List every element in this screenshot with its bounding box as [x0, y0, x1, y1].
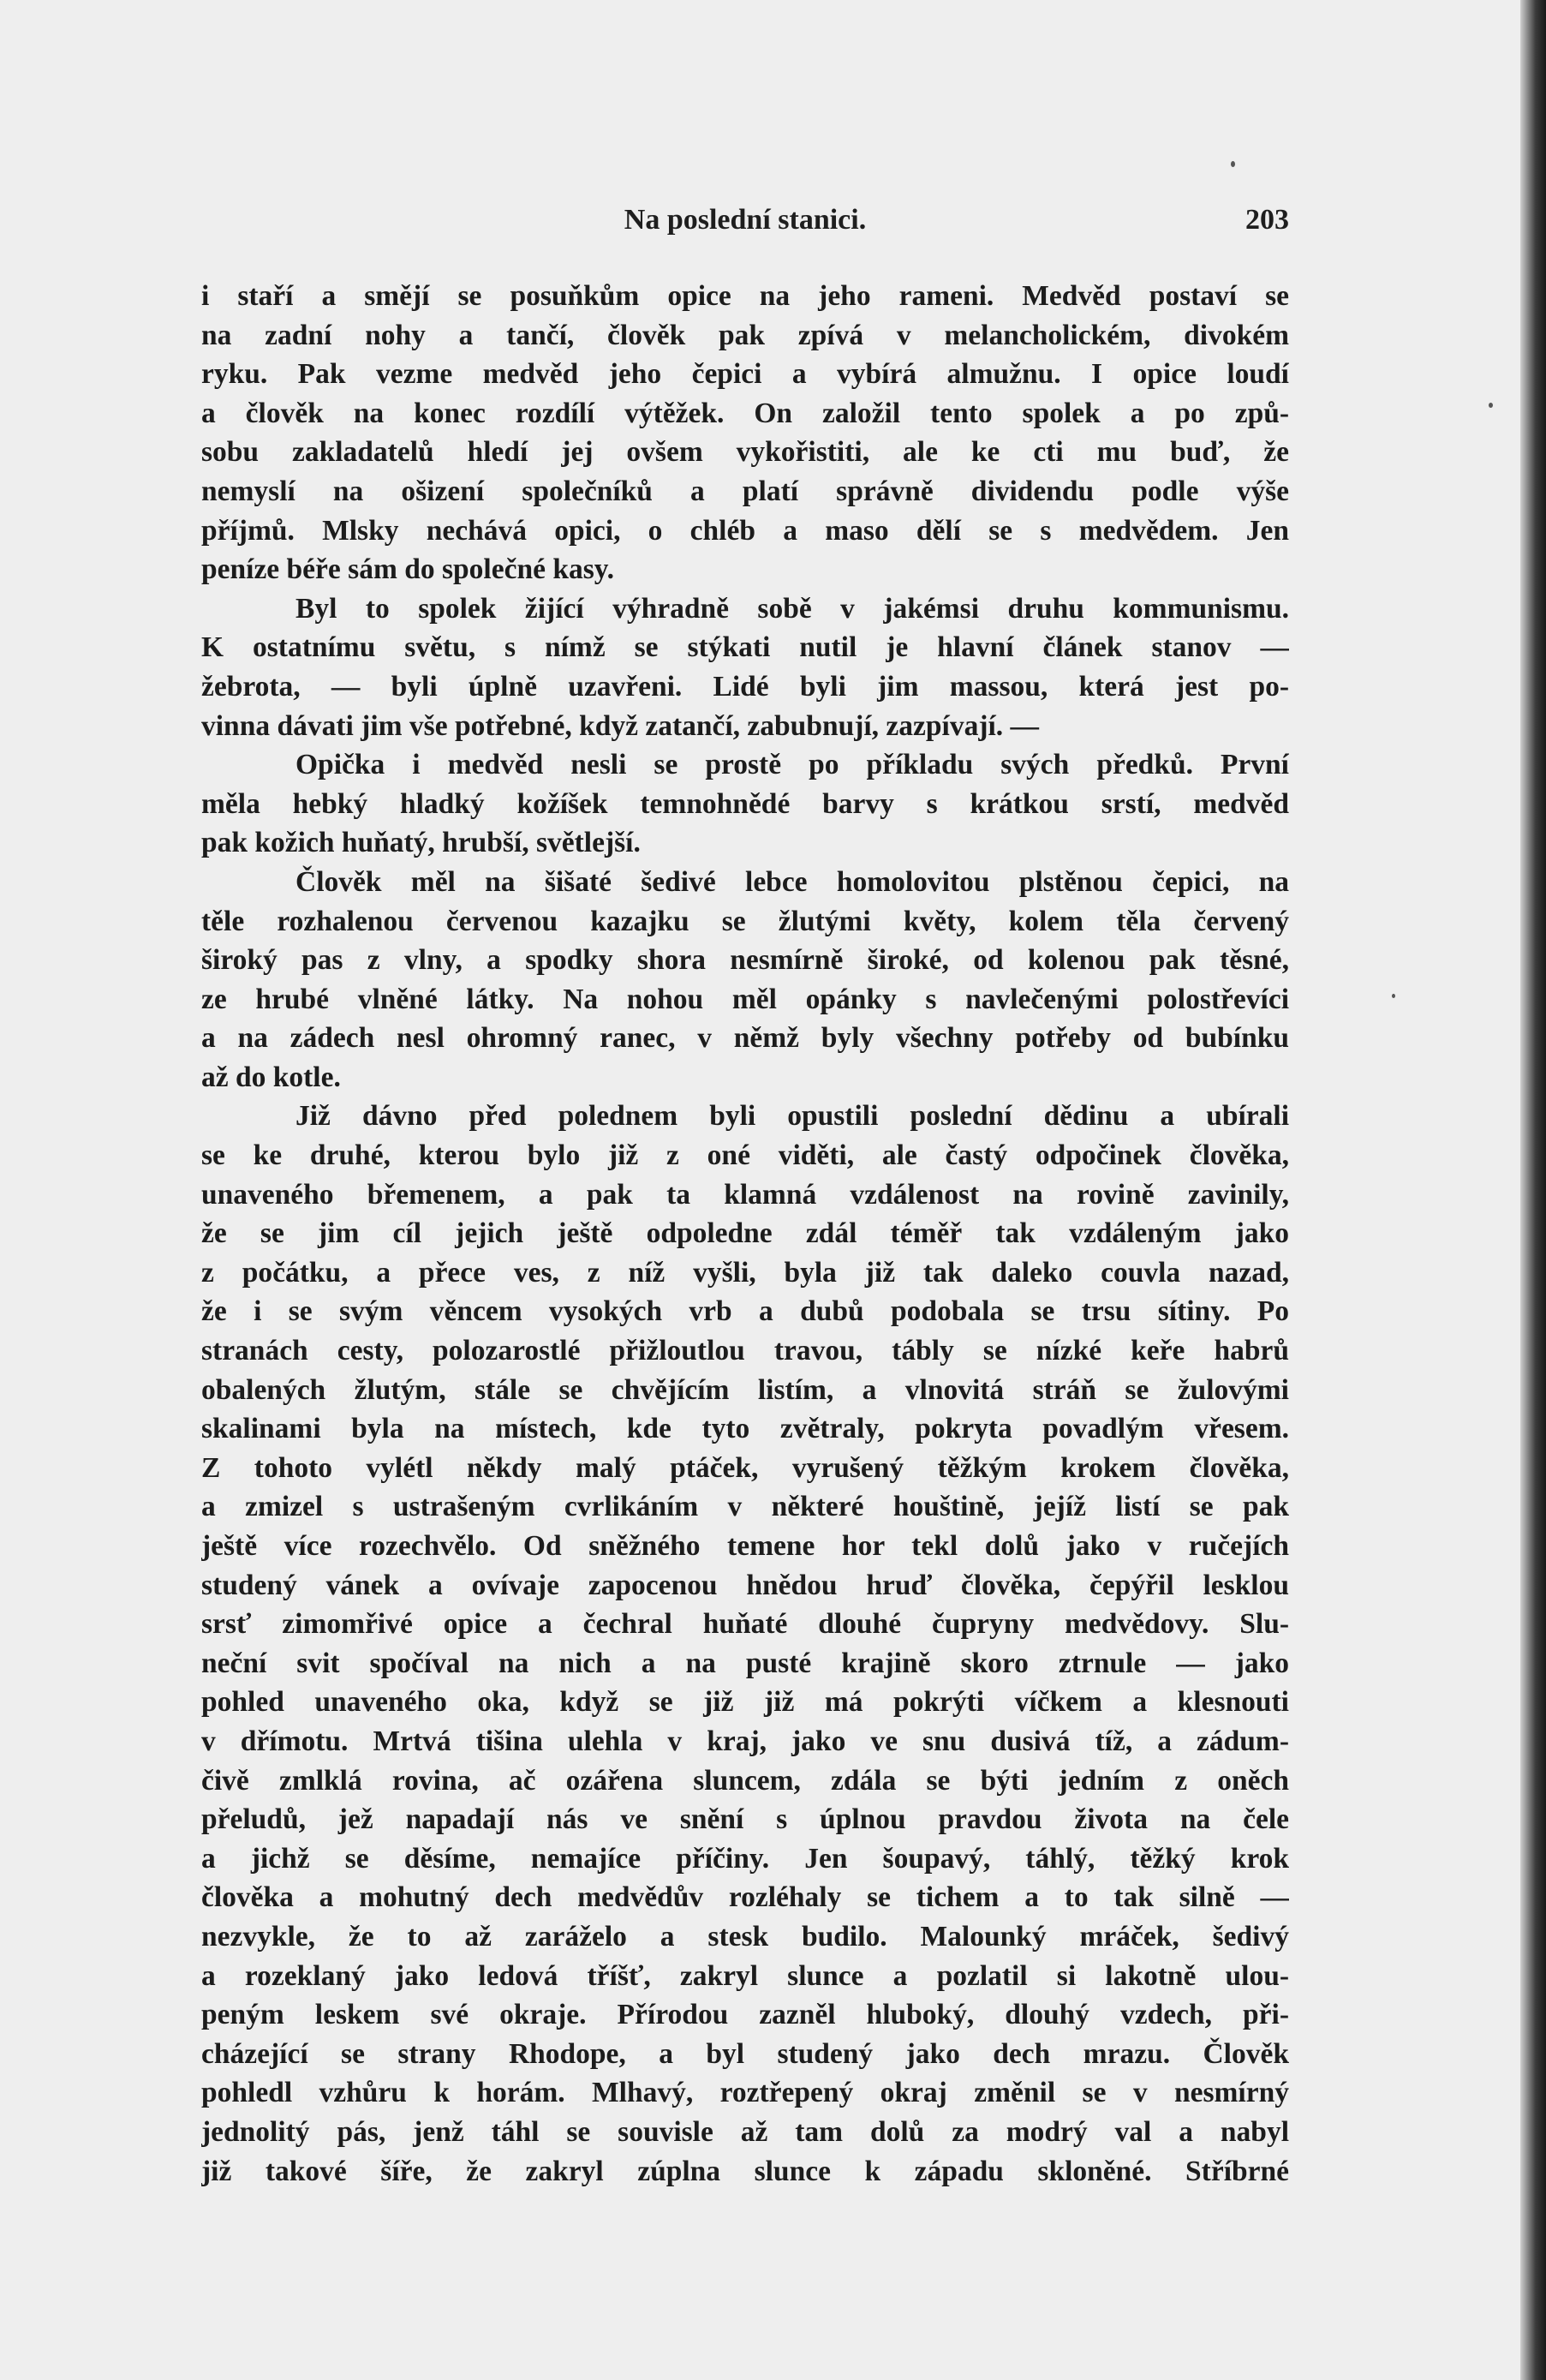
text-line: peným leskem své okraje. Přírodou zazněl hluboký, dlouhý vzdech, při-: [201, 1999, 1289, 2031]
text-line: v dřímotu. Mrtvá tišina ulehla v kraj, jako ve snu dusivá tíž, a zádum-: [201, 1725, 1289, 1757]
text-line: pohledl vzhůru k horám. Mlhavý, roztřepený okraj změnil se v nesmírný: [201, 2077, 1289, 2109]
text-line: Z tohoto vylétl někdy malý ptáček, vyrušený těžkým krokem člověka,: [201, 1451, 1289, 1484]
text-line: pak kožich huňatý, hrubší, světlejší.: [201, 827, 641, 859]
text-line: sobu zakladatelů hledí jej ovšem vykořistiti, ale ke cti mu buď, že: [201, 436, 1289, 469]
text-line: že se jim cíl jejich ještě odpoledne zdál téměř tak vzdáleným jako: [201, 1217, 1289, 1250]
text-line: ještě více rozechvělo. Od sněžného temene hor tekl dolů jako v ručejích: [201, 1530, 1289, 1562]
text-line: z počátku, a přece ves, z níž vyšli, byla již tak daleko couvla nazad,: [201, 1256, 1289, 1289]
text-line: skalinami byla na místech, kde tyto zvětraly, pokryta povadlým vřesem.: [201, 1413, 1289, 1445]
text-line: stranách cesty, polozarostlé přižloutlou travou, tábly se nízké keře habrů: [201, 1335, 1289, 1367]
page-speck: [1489, 403, 1493, 408]
text-line: peníze béře sám do společné kasy.: [201, 553, 615, 586]
running-title: Na poslední stanici.: [624, 204, 867, 236]
text-line: a rozeklaný jako ledová tříšť, zakryl slunce a pozlatil si lakotně ulou-: [201, 1959, 1289, 1992]
page-number: 203: [1245, 204, 1289, 236]
text-line: srsť zimomřivé opice a čechral huňaté dlouhé čupryny medvědovy. Slu-: [201, 1608, 1289, 1641]
body-text: [201, 277, 1289, 2191]
text-line: se ke druhé, kterou bylo již z oné viděti, ale častý odpočinek člověka,: [201, 1139, 1289, 1172]
text-line: Člověk měl na šišaté šedivé lebce homolovitou plstěnou čepici, na: [295, 865, 1289, 898]
text-line: pohled unaveného oka, když se již již má pokrýti víčkem a klesnouti: [201, 1686, 1289, 1719]
text-line: i staří a smějí se posuňkům opice na jeho rameni. Medvěd postaví se: [201, 280, 1289, 312]
text-line: cházející se strany Rhodope, a byl studený jako dech mrazu. Člověk: [201, 2037, 1289, 2070]
text-line: že i se svým věncem vysokých vrb a dubů podobala se trsu sítiny. Po: [201, 1295, 1289, 1328]
text-line: neční svit spočíval na nich a na pusté krajině skoro ztrnule — jako: [201, 1647, 1289, 1679]
page-header: [201, 204, 1289, 247]
text-line: až do kotle.: [201, 1061, 341, 1093]
text-line: čivě zmlklá rovina, ač ozářena sluncem, zdála se býti jedním z oněch: [201, 1764, 1289, 1797]
text-line: jednolitý pás, jenž táhl se souvisle až tam dolů za modrý val a nabyl: [201, 2115, 1289, 2148]
text-line: ze hrubé vlněné látky. Na nohou měl opánky s navlečenými polostřevíci: [201, 983, 1289, 1015]
text-line: ryku. Pak vezme medvěd jeho čepici a vybírá almužnu. I opice loudí: [201, 358, 1289, 391]
text-line: příjmů. Mlsky nechává opici, o chléb a maso dělí se s medvědem. Jen: [201, 514, 1289, 547]
text-line: a na zádech nesl ohromný ranec, v němž byly všechny potřeby od bubínku: [201, 1022, 1289, 1055]
text-line: člověka a mohutný dech medvědův rozléhaly se tichem a to tak silně —: [201, 1881, 1289, 1914]
page-speck: [1231, 161, 1235, 167]
text-line: široký pas z vlny, a spodky shora nesmírně široké, od kolenou pak těsné,: [201, 944, 1289, 977]
text-line: Opička i medvěd nesli se prostě po příkladu svých předků. První: [295, 749, 1289, 781]
text-line: obalených žlutým, stále se chvějícím listím, a vlnovitá stráň se žulovými: [201, 1373, 1289, 1406]
text-line: vinna dávati jim vše potřebné, když zatančí, zabubnují, zazpívají. —: [201, 709, 1040, 742]
text-line: na zadní nohy a tančí, člověk pak zpívá v melancholickém, divokém: [201, 319, 1289, 351]
text-line: nezvykle, že to až zaráželo a stesk budilo. Malounký mráček, šedivý: [201, 1920, 1289, 1952]
text-line: nemyslí na ošizení společníků a platí správně dividendu podle výše: [201, 475, 1289, 507]
text-line: a jichž se děsíme, nemajíce příčiny. Jen šoupavý, táhlý, těžký krok: [201, 1842, 1289, 1875]
page-speck: [1392, 994, 1395, 998]
text-line: a člověk na konec rozdílí výtěžek. On založil tento spolek a po způ-: [201, 397, 1289, 429]
text-line: měla hebký hladký kožíšek temnohnědé barvy s krátkou srstí, medvěd: [201, 787, 1289, 820]
page-edge-shadow: [1520, 0, 1546, 2380]
text-line: žebrota, — byli úplně uzavřeni. Lidé byli jim massou, která jest po-: [201, 670, 1289, 703]
text-line: unaveného břemenem, a pak ta klamná vzdálenost na rovině zavinily,: [201, 1178, 1289, 1211]
text-line: již takové šíře, že zakryl zúplna slunce k západu skloněné. Stříbrné: [201, 2155, 1289, 2187]
text-line: Byl to spolek žijící výhradně sobě v jakémsi druhu kommunismu.: [295, 592, 1289, 625]
text-line: přeludů, jež napadají nás ve snění s úplnou pravdou života na čele: [201, 1803, 1289, 1836]
text-line: těle rozhalenou červenou kazajku se žlutými květy, kolem těla červený: [201, 905, 1289, 937]
text-line: a zmizel s ustrašeným cvrlikáním v některé houštině, jejíž listí se pak: [201, 1491, 1289, 1523]
text-line: studený vánek a ovívaje zapocenou hnědou hruď člověka, čepýřil lesklou: [201, 1569, 1289, 1601]
text-line: K ostatnímu světu, s nímž se stýkati nutil je hlavní článek stanov —: [201, 631, 1289, 664]
text-line: Již dávno před polednem byli opustili poslední dědinu a ubírali: [295, 1100, 1289, 1133]
